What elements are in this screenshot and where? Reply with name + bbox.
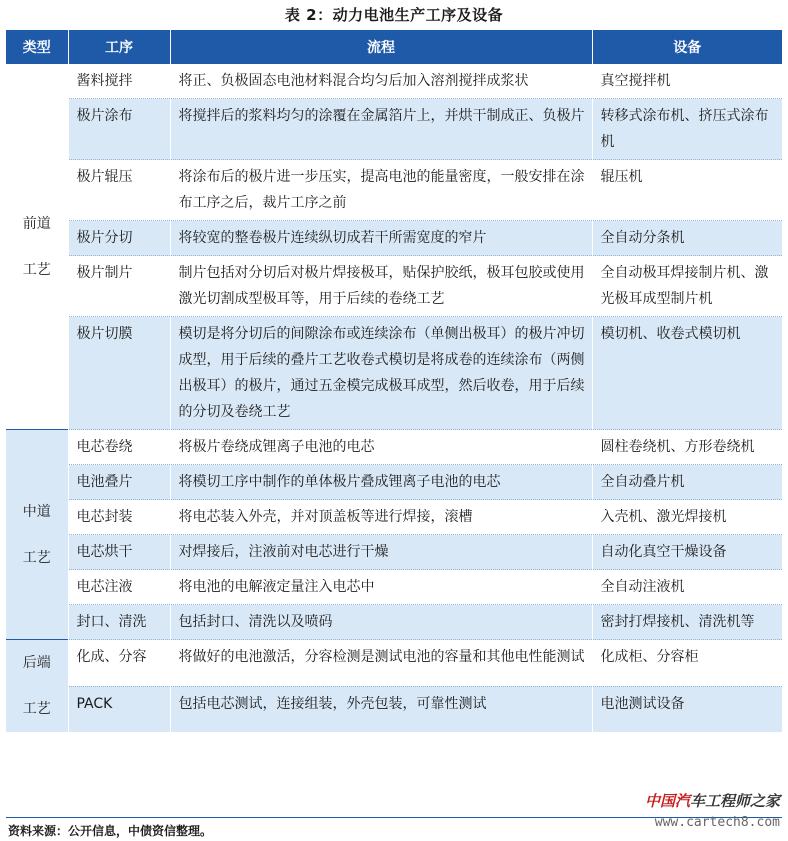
equipment-cell: 全自动极耳焊接制片机、激光极耳成型制片机 bbox=[592, 256, 782, 317]
watermark-url: www.cartech8.com bbox=[654, 815, 780, 830]
process-cell: 电芯注液 bbox=[68, 570, 170, 605]
table-row bbox=[6, 465, 782, 500]
flow-cell: 模切是将分切后的间隙涂布或连续涂布（单侧出极耳）的极片冲切成型，用于后续的叠片工艺收卷式模切是将成卷的连续涂布（两侧出极耳）的极片，通过五金模完成极耳成型，然后收卷，用于后续的分切及卷绕工艺 bbox=[170, 317, 592, 430]
category-label: 前道 bbox=[22, 215, 51, 232]
table-row bbox=[6, 256, 782, 317]
flow-cell: 将涂布后的极片进一步压实，提高电池的能量密度，一般安排在涂布工序之后，裁片工序之前 bbox=[170, 160, 592, 221]
process-cell: 电芯烘干 bbox=[68, 535, 170, 570]
category-cell bbox=[6, 430, 68, 640]
equipment-cell: 自动化真空干燥设备 bbox=[592, 535, 782, 570]
equipment-cell: 转移式涂布机、挤压式涂布机 bbox=[592, 99, 782, 160]
category-label: 中道 bbox=[22, 503, 51, 520]
category-label: 工艺 bbox=[22, 549, 51, 566]
table-row bbox=[6, 605, 782, 640]
process-cell: 酱料搅拌 bbox=[68, 64, 170, 99]
equipment-cell: 密封打焊接机、清洗机等 bbox=[592, 605, 782, 640]
equipment-cell: 真空搅拌机 bbox=[592, 64, 782, 99]
process-table bbox=[6, 30, 782, 732]
equipment-cell: 入壳机、激光焊接机 bbox=[592, 500, 782, 535]
table-row bbox=[6, 99, 782, 160]
equipment-cell: 化成柜、分容柜 bbox=[592, 640, 782, 687]
source-note: 资料来源：公开信息，中债资信整理。 bbox=[8, 824, 213, 838]
equipment-cell: 全自动分条机 bbox=[592, 221, 782, 256]
flow-cell: 将电芯装入外壳，并对顶盖板等进行焊接，滚槽 bbox=[170, 500, 592, 535]
process-cell: 极片涂布 bbox=[68, 99, 170, 160]
table-row bbox=[6, 317, 782, 430]
flow-cell: 将极片卷绕成锂离子电池的电芯 bbox=[170, 430, 592, 465]
flow-cell: 对焊接后，注液前对电芯进行干燥 bbox=[170, 535, 592, 570]
table-row bbox=[6, 640, 782, 687]
table-row bbox=[6, 686, 782, 732]
process-cell: PACK bbox=[68, 686, 170, 732]
header-process: 工序 bbox=[68, 30, 170, 64]
table-row bbox=[6, 500, 782, 535]
process-cell: 极片分切 bbox=[68, 221, 170, 256]
flow-cell: 将较宽的整卷极片连续纵切成若干所需宽度的窄片 bbox=[170, 221, 592, 256]
equipment-cell: 辊压机 bbox=[592, 160, 782, 221]
flow-cell: 将电池的电解液定量注入电芯中 bbox=[170, 570, 592, 605]
process-cell: 极片切膜 bbox=[68, 317, 170, 430]
equipment-cell: 模切机、收卷式模切机 bbox=[592, 317, 782, 430]
table-title: 表 2：动力电池生产工序及设备 bbox=[284, 6, 504, 24]
equipment-cell: 全自动叠片机 bbox=[592, 465, 782, 500]
flow-cell: 包括电芯测试，连接组装，外壳包装，可靠性测试 bbox=[170, 686, 592, 732]
table-row bbox=[6, 570, 782, 605]
table-row bbox=[6, 535, 782, 570]
category-label: 工艺 bbox=[22, 261, 51, 278]
table-row bbox=[6, 221, 782, 256]
header-type: 类型 bbox=[6, 30, 68, 64]
table-row bbox=[6, 160, 782, 221]
flow-cell: 包括封口、清洗以及喷码 bbox=[170, 605, 592, 640]
equipment-cell: 全自动注液机 bbox=[592, 570, 782, 605]
category-label: 后端 bbox=[22, 655, 51, 671]
table-header-row bbox=[6, 30, 782, 64]
process-cell: 封口、清洗 bbox=[68, 605, 170, 640]
header-equipment: 设备 bbox=[592, 30, 782, 64]
table-row bbox=[6, 430, 782, 465]
process-cell: 电池叠片 bbox=[68, 465, 170, 500]
equipment-cell: 圆柱卷绕机、方形卷绕机 bbox=[592, 430, 782, 465]
flow-cell: 制片包括对分切后对极片焊接极耳，贴保护胶纸，极耳包胶或使用激光切割成型极耳等，用于后续的卷绕工艺 bbox=[170, 256, 592, 317]
header-flow: 流程 bbox=[170, 30, 592, 64]
flow-cell: 将搅拌后的浆料均匀的涂覆在金属箔片上，并烘干制成正、负极片 bbox=[170, 99, 592, 160]
category-label: 工艺 bbox=[22, 701, 51, 717]
process-cell: 化成、分容 bbox=[68, 640, 170, 687]
category-cell bbox=[6, 640, 68, 733]
watermark-name: 中国汽车工程师之家 bbox=[644, 792, 780, 810]
process-cell: 电芯卷绕 bbox=[68, 430, 170, 465]
flow-cell: 将做好的电池激活，分容检测是测试电池的容量和其他电性能测试 bbox=[170, 640, 592, 687]
flow-cell: 将正、负极固态电池材料混合均匀后加入溶剂搅拌成浆状 bbox=[170, 64, 592, 99]
table-row bbox=[6, 64, 782, 99]
process-cell: 电芯封装 bbox=[68, 500, 170, 535]
category-cell bbox=[6, 64, 68, 430]
flow-cell: 将模切工序中制作的单体极片叠成锂离子电池的电芯 bbox=[170, 465, 592, 500]
equipment-cell: 电池测试设备 bbox=[592, 686, 782, 732]
watermark bbox=[645, 790, 780, 830]
process-cell: 极片辊压 bbox=[68, 160, 170, 221]
process-cell: 极片制片 bbox=[68, 256, 170, 317]
